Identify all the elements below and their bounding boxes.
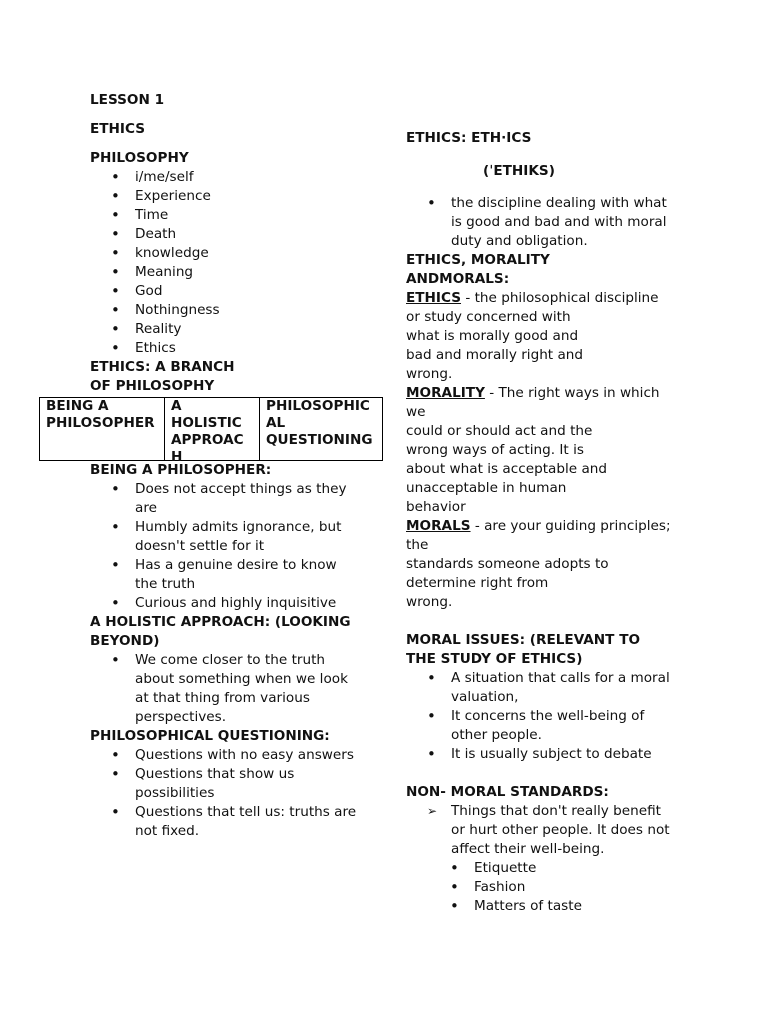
- line: We come closer to the truth: [135, 652, 326, 668]
- line: wrong.: [406, 594, 453, 611]
- list-item: [406, 707, 681, 745]
- line: perspectives.: [135, 709, 227, 725]
- being-list: [90, 480, 375, 613]
- list-item: • Etiquette: [406, 859, 681, 878]
- cell-line: H: [171, 449, 183, 465]
- heading-line: BEYOND): [90, 633, 160, 649]
- list-item: [90, 765, 375, 803]
- line: Curious and highly inquisitive: [135, 595, 337, 611]
- list-item: • Fashion: [406, 878, 681, 897]
- line: possibilities: [135, 785, 215, 801]
- being-heading: BEING A PHILOSOPHER:: [90, 462, 272, 478]
- list-item: [406, 669, 681, 707]
- list-item: • Death: [90, 225, 375, 244]
- philosophy-heading: PHILOSOPHY: [90, 150, 189, 166]
- line: Humbly admits ignorance, but: [135, 519, 342, 535]
- line: about something when we look: [135, 671, 348, 687]
- line: Things that don't really benefit: [451, 803, 661, 820]
- morals-definition: [406, 517, 681, 612]
- moral-issues-list: [406, 669, 681, 764]
- line: the discipline dealing with what: [451, 195, 667, 212]
- heading-line: A HOLISTIC APPROACH: (LOOKING: [90, 614, 351, 630]
- line: Questions that show us: [135, 766, 295, 782]
- cell-line: A: [171, 398, 182, 414]
- table-cell-questioning: [260, 398, 382, 460]
- cell-line: APPROAC: [171, 432, 244, 448]
- cell-line: AL: [266, 415, 286, 431]
- holistic-list: [90, 651, 375, 727]
- questioning-list: [90, 746, 375, 841]
- line: or study concerned with: [406, 309, 571, 326]
- left-column: [46, 91, 375, 841]
- line: wrong.: [406, 366, 453, 383]
- heading-line: MORAL ISSUES: (RELEVANT TO: [406, 632, 641, 649]
- line: - the philosophical discipline: [461, 290, 659, 307]
- morality-definition: [406, 384, 681, 517]
- definition-list: [406, 194, 681, 251]
- list-item: [90, 746, 375, 765]
- non-moral-list: [406, 802, 681, 859]
- line: bad and morally right and: [406, 347, 584, 364]
- ethics-definition: [406, 289, 681, 384]
- list-item: • Meaning: [90, 263, 375, 282]
- arrow-list-item: [406, 802, 681, 859]
- line: Questions with no easy answers: [135, 747, 354, 763]
- line: what is morally good and: [406, 328, 579, 345]
- right-column: [406, 129, 681, 916]
- line: - are your guiding principles;: [470, 518, 671, 535]
- list-item: [90, 480, 375, 518]
- line: could or should act and the: [406, 423, 593, 440]
- branch-heading: [90, 358, 375, 396]
- list-item: [90, 803, 375, 841]
- branch-table: [39, 397, 383, 465]
- list-item: [406, 745, 681, 764]
- holistic-heading: [90, 613, 375, 651]
- branch-heading-line: OF PHILOSOPHY: [90, 378, 215, 394]
- list-item: [90, 651, 375, 727]
- line: wrong ways of acting. It is: [406, 442, 584, 459]
- heading-line: ANDMORALS:: [406, 271, 510, 288]
- branch-heading-line: ETHICS: A BRANCH: [90, 359, 235, 375]
- list-item: [406, 194, 681, 251]
- list-item: • Time: [90, 206, 375, 225]
- line: A situation that calls for a moral: [451, 670, 670, 687]
- list-item: • knowledge: [90, 244, 375, 263]
- list-item: • Ethics: [90, 339, 375, 358]
- line: It concerns the well-being of: [451, 708, 645, 725]
- non-moral-sub-list: [406, 859, 681, 916]
- line: unacceptable in human: [406, 480, 567, 497]
- list-item: [90, 518, 375, 556]
- line: valuation,: [451, 689, 519, 706]
- cell-line: BEING A: [46, 398, 109, 414]
- list-item: • Reality: [90, 320, 375, 339]
- emm-heading: [406, 251, 681, 289]
- philosophy-list: [90, 168, 375, 358]
- line: Does not accept things as they: [135, 481, 347, 497]
- pronunciation: (ˈETHIKS): [483, 162, 555, 179]
- line: standards someone adopts to: [406, 556, 609, 573]
- table-cell-holistic: [165, 398, 260, 465]
- list-item: [90, 594, 375, 613]
- cell-line: PHILOSOPHIC: [266, 398, 370, 414]
- line: Questions that tell us: truths are: [135, 804, 357, 820]
- morality-term: MORALITY: [406, 385, 485, 402]
- list-item: • Nothingness: [90, 301, 375, 320]
- ethics-term: ETHICS: [406, 290, 462, 307]
- table-cell-philosopher: [40, 398, 165, 460]
- line: It is usually subject to debate: [451, 746, 652, 763]
- line: the: [406, 537, 429, 554]
- line: are: [135, 500, 157, 516]
- questioning-heading: PHILOSOPHICAL QUESTIONING:: [90, 728, 330, 744]
- ethics-pron-heading: ETHICS: ETH·ICS: [406, 130, 532, 146]
- list-item: • Experience: [90, 187, 375, 206]
- list-item: • i/me/self: [90, 168, 375, 187]
- line: Has a genuine desire to know: [135, 557, 337, 573]
- list-item: • Matters of taste: [406, 897, 681, 916]
- line: determine right from: [406, 575, 549, 592]
- morals-term: MORALS: [406, 518, 471, 535]
- heading-line: THE STUDY OF ETHICS): [406, 651, 583, 668]
- line: not fixed.: [135, 823, 200, 839]
- line: at that thing from various: [135, 690, 310, 706]
- line: - The right ways in which: [484, 385, 660, 402]
- line: duty and obligation.: [451, 233, 588, 250]
- list-item: [90, 556, 375, 594]
- line: other people.: [451, 727, 542, 744]
- cell-line: QUESTIONING: [266, 432, 373, 448]
- line: is good and bad and with moral: [451, 214, 667, 231]
- moral-issues-heading: [406, 631, 681, 669]
- line: behavior: [406, 499, 466, 516]
- line: about what is acceptable and: [406, 461, 608, 478]
- line: or hurt other people. It does not: [451, 822, 670, 839]
- lesson-title: LESSON 1: [90, 92, 165, 108]
- line: doesn't settle for it: [135, 538, 265, 554]
- line: affect their well-being.: [451, 841, 605, 858]
- cell-line: PHILOSOPHER: [46, 415, 155, 431]
- ethics-title: ETHICS: [90, 121, 146, 137]
- non-moral-heading: NON- MORAL STANDARDS:: [406, 784, 609, 801]
- line: we: [406, 404, 426, 421]
- list-item: • God: [90, 282, 375, 301]
- line: the truth: [135, 576, 196, 592]
- cell-line: HOLISTIC: [171, 415, 242, 431]
- heading-line: ETHICS, MORALITY: [406, 252, 550, 269]
